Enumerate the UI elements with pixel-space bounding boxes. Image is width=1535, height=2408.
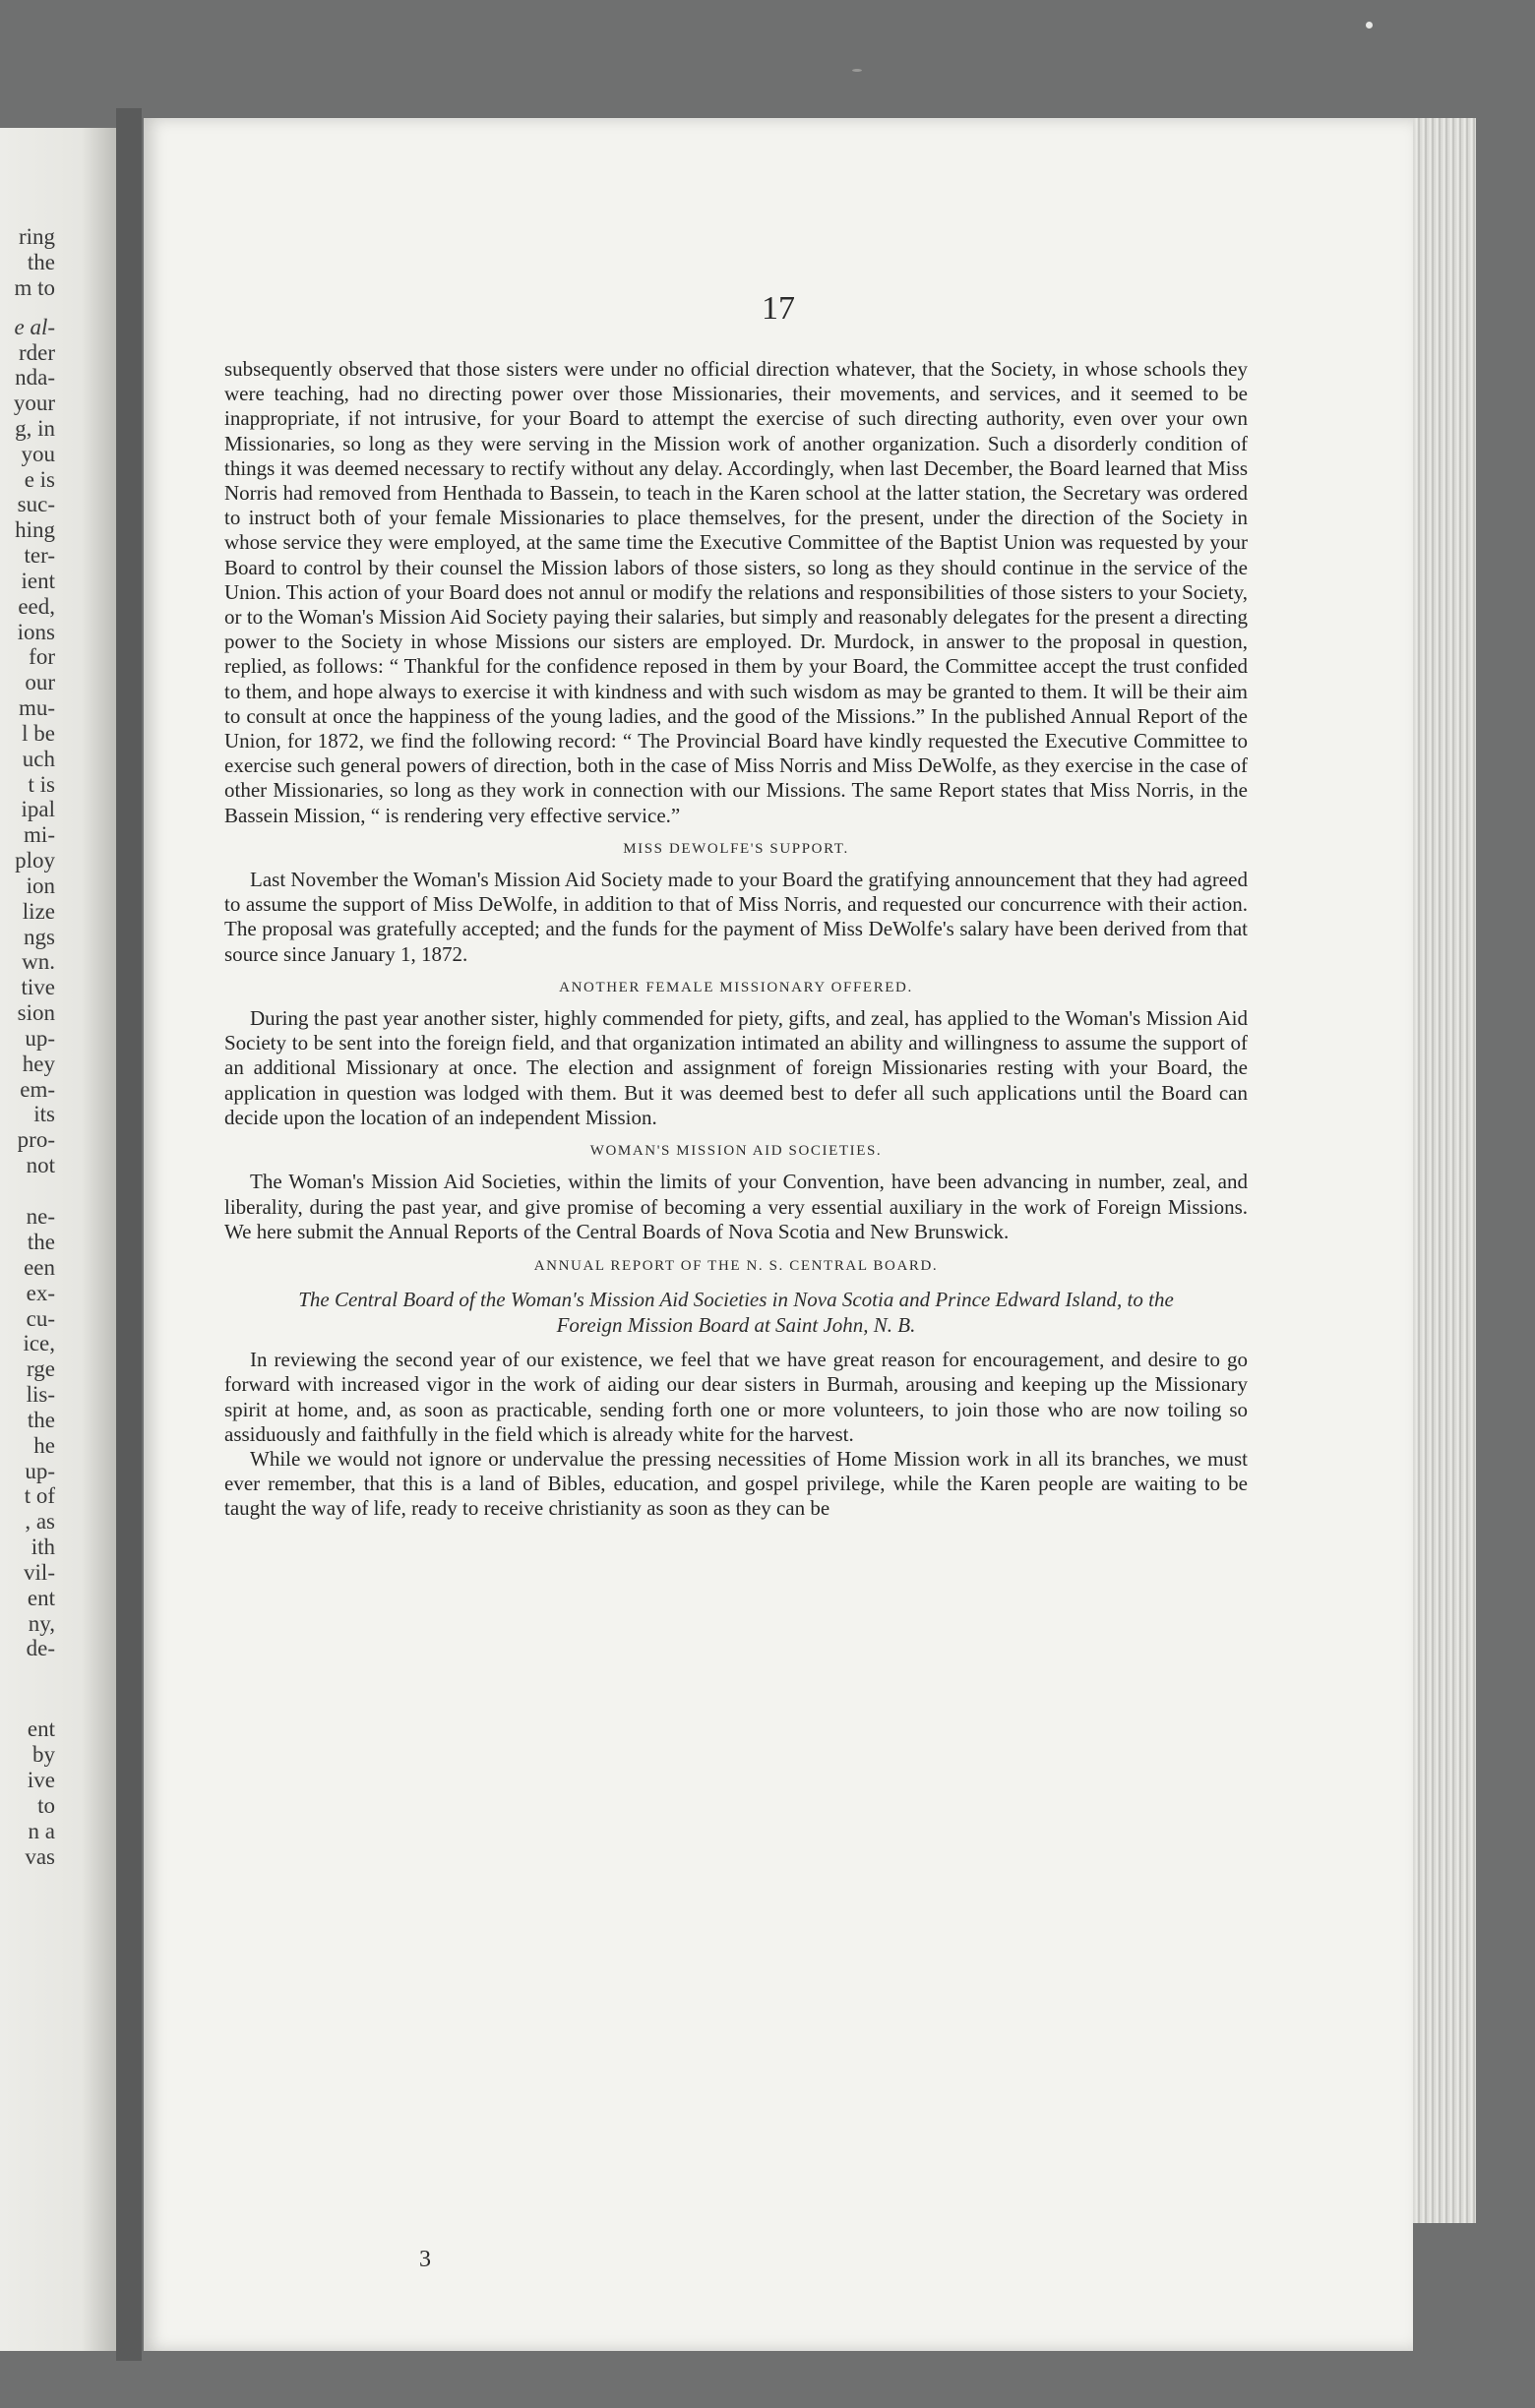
- facing-page-fragment: de-: [26, 1636, 55, 1660]
- facing-page-fragment: ent: [27, 1586, 55, 1610]
- facing-page-fragment: ith: [31, 1535, 55, 1559]
- facing-page-fragment: pro-: [17, 1127, 55, 1152]
- facing-page-fragment: suc-: [17, 492, 55, 516]
- facing-page-fragment: tive: [21, 975, 55, 999]
- heading-annual-report: ANNUAL REPORT OF THE N. S. CENTRAL BOARD.: [533, 1257, 939, 1274]
- facing-page-fragment: vil-: [24, 1560, 55, 1585]
- facing-page-fragment: he: [33, 1433, 55, 1458]
- facing-page-fragment: ploy: [15, 848, 55, 873]
- facing-page-fragment: not: [26, 1153, 55, 1177]
- facing-page-fragment: the: [27, 1408, 55, 1432]
- facing-page-fragment: mi-: [24, 822, 55, 847]
- facing-page-fragment: our: [25, 670, 55, 694]
- facing-page-fragment: ient: [21, 569, 55, 593]
- facing-page-fragment: lize: [22, 899, 55, 924]
- paragraph-another-missionary: During the past year another sister, highly commended for piety, gifts, and zeal, has applied to the Woman's Mission Aid Society to be sent into the foreign field, and that organization intimated an ability and willingness to assume the support of an additional Missionary at once. The election and assignment of foreign Missionaries resting with your Board, the application in question was lodged with them. But it was deemed best to defer all such applications until the Board can decide upon the location of an independent Mission.: [224, 1006, 1248, 1129]
- dust-speck: [1366, 22, 1373, 29]
- facing-page-fragment: its: [33, 1102, 55, 1126]
- facing-page-fragment: wn.: [22, 949, 55, 974]
- facing-page-fragment: m to: [14, 275, 55, 300]
- facing-page-fragment: eed,: [18, 594, 55, 619]
- facing-page-fragment: ipal: [21, 797, 55, 821]
- facing-page-fragment: cu-: [26, 1306, 55, 1331]
- facing-page-fragment: ny,: [28, 1611, 55, 1636]
- facing-page-fragment: the: [27, 1230, 55, 1254]
- facing-page-fragment: hing: [15, 517, 55, 542]
- paragraph-aid-societies: The Woman's Mission Aid Societies, within the limits of your Convention, have been advancing in number, zeal, and liberality, during the past year, and give promise of becoming a very essential auxiliary in the work of Foreign Missions. We here submit the Annual Reports of the Central Boards of Nova Scotia and New Brunswick.: [224, 1170, 1248, 1243]
- facing-page-fragment: ex-: [26, 1281, 55, 1305]
- signature-mark: 3: [419, 2247, 431, 2272]
- facing-page-fragment: t is: [28, 772, 55, 797]
- facing-page: [0, 128, 116, 2351]
- facing-page-fragment: ion: [26, 873, 55, 898]
- facing-page-fragment: mu-: [18, 695, 55, 720]
- facing-page-fragment: up-: [25, 1459, 55, 1483]
- facing-page-fragment: , as: [25, 1509, 55, 1534]
- facing-page-fragment: your: [13, 391, 55, 415]
- facing-page-fragment: ngs: [24, 925, 55, 949]
- facing-page-fragment: een: [24, 1255, 55, 1280]
- facing-page-fragment: you: [21, 442, 55, 466]
- facing-page-fragment: nda-: [15, 365, 55, 390]
- facing-page-fragment: vas: [25, 1844, 55, 1869]
- facing-page-fragment: l be: [22, 721, 55, 746]
- page-edges: [1407, 118, 1476, 2223]
- facing-page-fragment: ne-: [26, 1204, 55, 1229]
- facing-page-fragment: g, in: [15, 416, 55, 441]
- facing-page-fragment: ions: [17, 620, 55, 644]
- report-subtitle: The Central Board of the Woman's Mission Aid Societies in Nova Scotia and Prince Edward Island, to the Foreign Mission Board at Saint John, N. B.: [298, 1288, 1174, 1338]
- heading-another-missionary: ANOTHER FEMALE MISSIONARY OFFERED.: [559, 979, 913, 995]
- facing-page-fragment: up-: [25, 1026, 55, 1051]
- facing-page-fragment: e is: [24, 467, 55, 492]
- facing-page-fragment: n a: [28, 1819, 55, 1843]
- facing-page-fragment: the: [27, 250, 55, 274]
- facing-page-fragment: em-: [20, 1077, 55, 1102]
- facing-page-fragment: ent: [27, 1716, 55, 1741]
- dust-speck: [852, 69, 862, 72]
- page-number: 17: [762, 290, 795, 327]
- facing-page-fragment: to: [37, 1793, 55, 1818]
- facing-page-fragment: t of: [24, 1483, 55, 1508]
- facing-page-fragment: uch: [22, 747, 55, 771]
- facing-page-fragment: ter-: [24, 543, 55, 568]
- heading-dewolfe-support: MISS DEWOLFE'S SUPPORT.: [623, 840, 849, 857]
- facing-page-fragment: ive: [27, 1768, 55, 1792]
- facing-page-fragment: by: [32, 1742, 55, 1767]
- facing-page-fragment: rge: [27, 1356, 55, 1381]
- paragraph-reviewing: In reviewing the second year of our existence, we feel that we have great reason for encouragement, and desire to go forward with increased vigor in the work of aiding our dear sisters in Burmah, arousing and keeping up the Missionary spirit at home, and, as soon as practicable, sending forth one or more volunteers, to join those who are now toiling so assiduously and faithfully in the field which is already white for the harvest.: [224, 1348, 1248, 1446]
- facing-page-fragment: lis-: [26, 1382, 55, 1407]
- heading-aid-societies: WOMAN'S MISSION AID SOCIETIES.: [589, 1143, 883, 1160]
- facing-page-fragment: e al-: [14, 315, 55, 339]
- book-gutter: [116, 108, 142, 2361]
- facing-page-fragment: ice,: [23, 1331, 55, 1355]
- facing-page-fragment: ring: [18, 224, 55, 249]
- paragraph-home-mission: While we would not ignore or undervalue the pressing necessities of Home Mission work in all its branches, we must ever remember, that this is a land of Bibles, education, and gospel privilege, while the Karen people are waiting to be taught the way of life, ready to receive christianity as soon as they can be: [224, 1446, 1248, 1521]
- facing-page-fragment: for: [29, 644, 55, 669]
- book-page: [144, 118, 1413, 2351]
- paragraph-dewolfe-support: Last November the Woman's Mission Aid Society made to your Board the gratifying announcement that they had agreed to assume the support of Miss DeWolfe, in addition to that of Miss Norris, and requested our concurrence with their action. The proposal was gratefully accepted; and the funds for the payment of Miss DeWolfe's salary have been derived from that source since January 1, 1872.: [224, 868, 1248, 966]
- facing-page-fragment: hey: [22, 1052, 55, 1076]
- paragraph-official-direction: subsequently observed that those sisters were under no official direction whatever, that the Society, in whose schools they were teaching, had no directing power over those Missionaries, their movements, and services, and it seemed to be inappropriate, if not intrusive, for your Board to attempt the exercise of such directing authority, even over your own Missionaries, so long as they were serving in the Mission work of another organization. Such a disorderly condition of things it was deemed necessary to rectify without any delay. Accordingly, when last December, the Board learned that Miss Norris had removed from Henthada to Bassein, to teach in the Karen school at the latter station, the Secretary was ordered to instruct both of your female Missionaries to place themselves, for the present, under the direction of the Society in whose service they were employed, at the same time the Executive Committee of the Baptist Union was requested by your Board to control by their counsel the Mission labors of those sisters, so long as they should continue in the service of the Union. This action of your Board does not annul or modify the relations and responsibilities of those sisters to your Society, or to the Woman's Mission Aid Society paying their salaries, but simply and reasonably delegates for the present a directing power to the Society in whose Missions our sisters are employed. Dr. Murdock, in answer to the proposal in question, replied, as follows: “ Thankful for the confidence reposed in them by your Board, the Committee accept the trust confided to them, and hope always to exercise it with kindness and with such wisdom as may be granted to them. It will be their aim to consult at once the happiness of the young ladies, and the good of the Missions.” In the published Annual Report of the Union, for 1872, we find the following record: “ The Provincial Board have kindly requested the Executive Committee to exercise such general powers of direction, both in the case of Miss Norris and Miss DeWolfe, as they exercise in the case of other Missionaries, so long as they work in connection with our Missions. The same Report states that Miss Norris, in the Bassein Mission, “ is rendering very effective service.”: [224, 357, 1248, 827]
- facing-page-fragment: sion: [17, 1000, 55, 1025]
- facing-page-fragment: rder: [18, 340, 55, 365]
- page-body: [224, 357, 1248, 1522]
